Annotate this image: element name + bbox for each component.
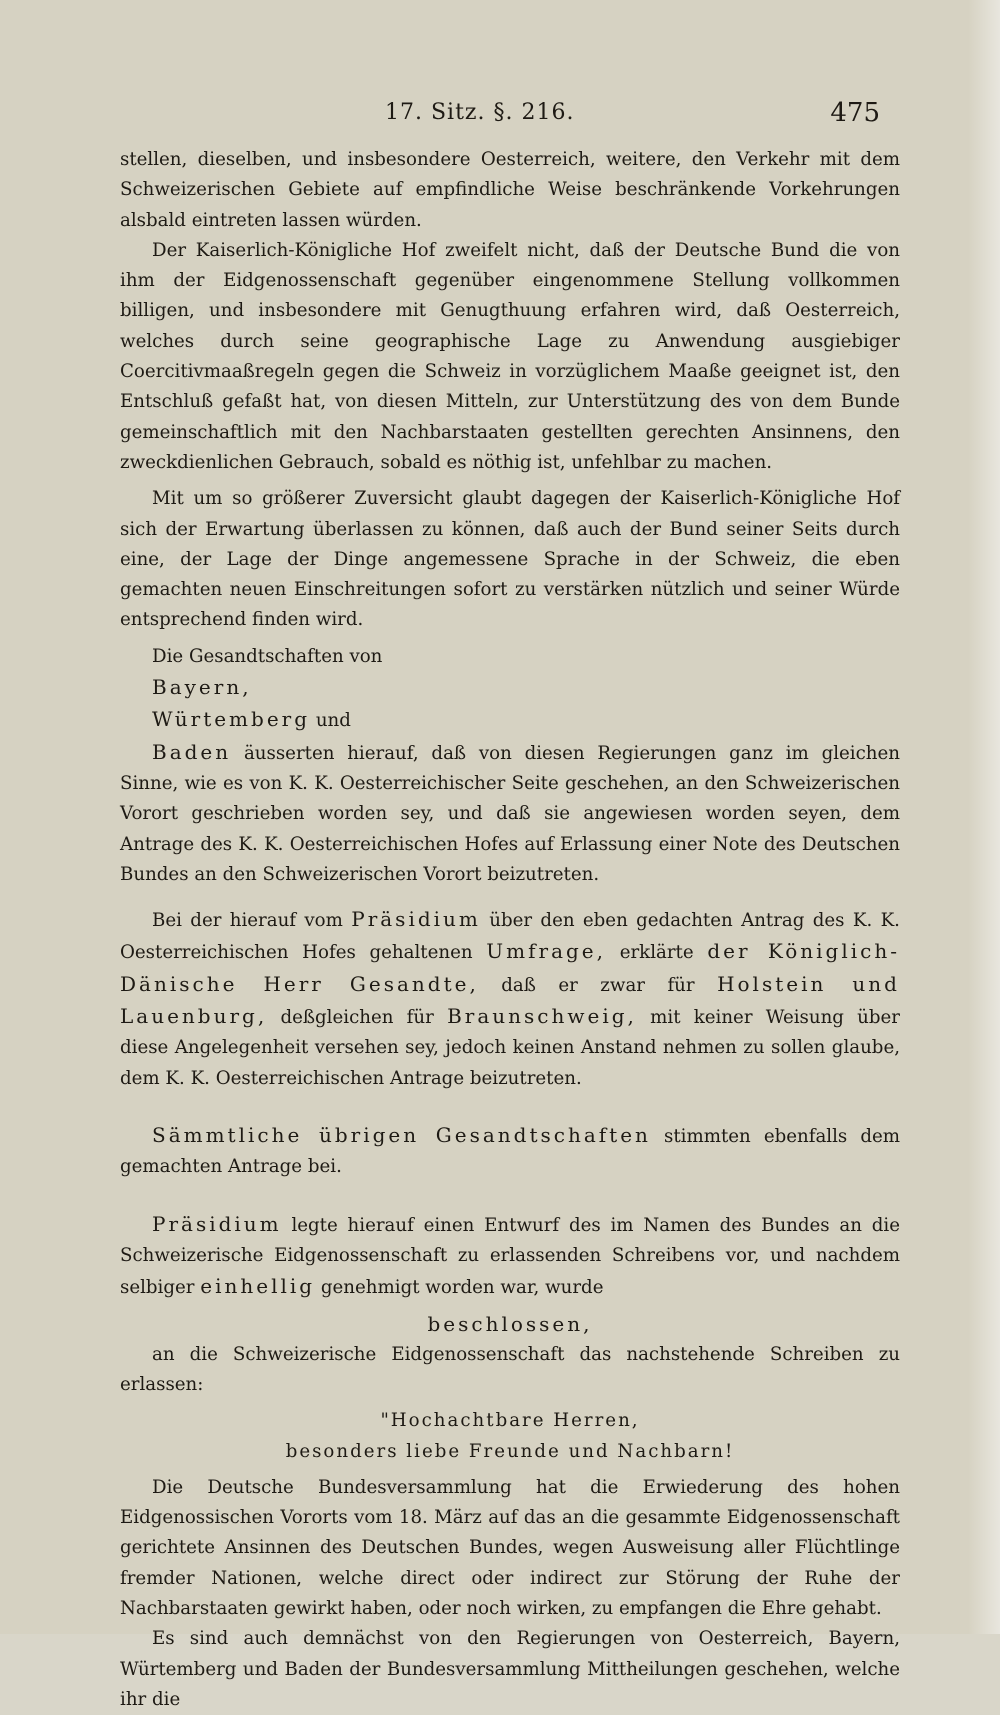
p7-einhellig: einhellig [200, 1274, 316, 1299]
running-header [120, 94, 880, 134]
paragraph-4-text: äusserten hierauf, daß von diesen Regierungen ganz im gleichen Sinne, wie es von K. K. Oesterreichischer Seite geschehen, an den Schweizerischen Vorort geschrieben worden sey, und daß sie angewiesen worden seyen, dem Antrage des K. K. Oesterreichischen Hofes auf Erlassung einer Note des Deutschen Bundes an den Schweizerischen Vorort beizutreten. [120, 742, 900, 885]
paragraph-3: Mit um so größerer Zuversicht glaubt dagegen der Kaiserlich-Königliche Hof sich der Erwartung überlassen zu können, daß auch der Bund seiner Seits durch eine, der Lage der Dinge angemessene Sprache in der Schweiz, die eben gemachten neuen Einschreitungen sofort zu verstärken nützlich und seiner Würde entsprechend finden wird. [120, 488, 900, 631]
p5-holstein: Holstein und Lauenburg, [120, 971, 900, 1029]
p5-umfrage: Umfrage, [486, 939, 606, 964]
page-edge [968, 0, 1000, 1634]
page-number: 475 [830, 98, 880, 128]
legation-wuertemberg [120, 704, 900, 736]
resolution-text: an die Schweizerische Eidgenossenschaft das nachstehende Schreiben zu erlassen: [120, 1343, 900, 1395]
paragraph-9: Die Deutsche Bundesversammlung hat die Erwiederung des hohen Eidgenossischen Vororts vom 18. März auf das an die gesammte Eidgenossenschaft gerichtete Ansinnen des Deutschen Bundes, wegen Ausweisung aller Flüchtlinge fremder Nationen, welche direct oder indirect zur Störung der Ruhe der Nachbarstaaten gewirkt haben, oder noch wirken, zu empfangen die Ehre gehabt. [120, 1476, 900, 1620]
p7-text-1: legte hierauf einen Entwurf des im Namen des Bundes an die Schweizerische Eidgenossenschaft zu erlassenden Schreibens vor, und nachdem selbiger [120, 1214, 900, 1299]
document-body [120, 145, 900, 1715]
resolution-heading: beschlossen, [427, 1312, 593, 1337]
p5-braunschweig: Braunschweig, [447, 1004, 637, 1029]
paragraph-10: Es sind auch demnächst von den Regierungen von Oesterreich, Bayern, Würtemberg und Baden der Bundesversammlung Mittheilungen geschehen, welche ihr die [120, 1628, 900, 1710]
paragraph-7 [120, 1209, 900, 1304]
paragraph-6 [120, 1120, 900, 1183]
p6-gesandtschaften: Sämmtliche übrigen Gesandtschaften [152, 1122, 651, 1147]
state-bayern: Bayern, [152, 675, 252, 700]
state-baden: Baden [152, 739, 232, 764]
state-wuertemberg: Würtemberg [152, 707, 311, 732]
p7-text-2: genehmigt worden war, wurde [320, 1277, 604, 1299]
p5-part-2: über den eben gedachten Antrag des K. K. Oesterreichischen Hofes gehaltenen [120, 910, 900, 964]
paragraph-2: Der Kaiserlich-Königliche Hof zweifelt nicht, daß der Deutsche Bund die von ihm der Eidgenossenschaft gegenüber eingenommene Stellung vollkommen billigen, und insbesondere mit Genugthuung erfahren wird, daß Oesterreich, welches durch seine geographische Lage zu Anwendung ausgiebiger Coercitivmaaßregeln gegen die Schweiz in vorzüglichem Maaße geeignet ist, den Entschluß gefaßt hat, von diesen Mitteln, zur Unterstützung des von dem Bunde gemeinschaftlich mit den Nachbarstaaten gestellten gerechten Ansinnens, den zweckdienlichen Gebrauch, sobald es nöthig ist, unfehlbar zu machen. [120, 239, 900, 473]
paragraph-5 [120, 904, 900, 1094]
p5-praesidium: Präsidium [351, 907, 481, 932]
conjunction-und: und [315, 710, 351, 732]
salutation-line-2: besonders liebe Freunde und Nachbarn! [285, 1440, 735, 1462]
legation-bayern [120, 672, 900, 704]
salutation-line-1: "Hochachtbare Herren, [380, 1410, 640, 1432]
paragraph-4 [120, 737, 900, 890]
p6-text: stimmten ebenfalls dem gemachten Antrage bei. [120, 1125, 900, 1178]
paragraph-1: stellen, dieselben, und insbesondere Oesterreich, weitere, den Verkehr mit dem Schweizerischen Gebiete auf empfindliche Weise beschränkende Vorkehrungen alsbald eintreten lassen würden. [120, 149, 900, 231]
legations-intro: Die Gesandtschaften von [152, 645, 383, 667]
p5-part-5: deßgleichen für [280, 1007, 434, 1029]
p5-part-4: daß er zwar für [501, 974, 695, 996]
p5-part-3: erklärte [619, 942, 694, 964]
p5-part-6: mit keiner Weisung über diese Angelegenheit versehen sey, jedoch keinen Anstand nehmen zu sollen glaube, dem K. K. Oesterreichischen Antrage beizutreten. [120, 1007, 900, 1089]
p7-praesidium: Präsidium [152, 1211, 282, 1236]
p5-part-1: Bei der hierauf vom [152, 910, 343, 932]
p5-gesandte: der Königlich-Dänische Herr Gesandte, [120, 939, 900, 996]
sitting-reference: 17. Sitz. §. 216. [385, 100, 575, 125]
